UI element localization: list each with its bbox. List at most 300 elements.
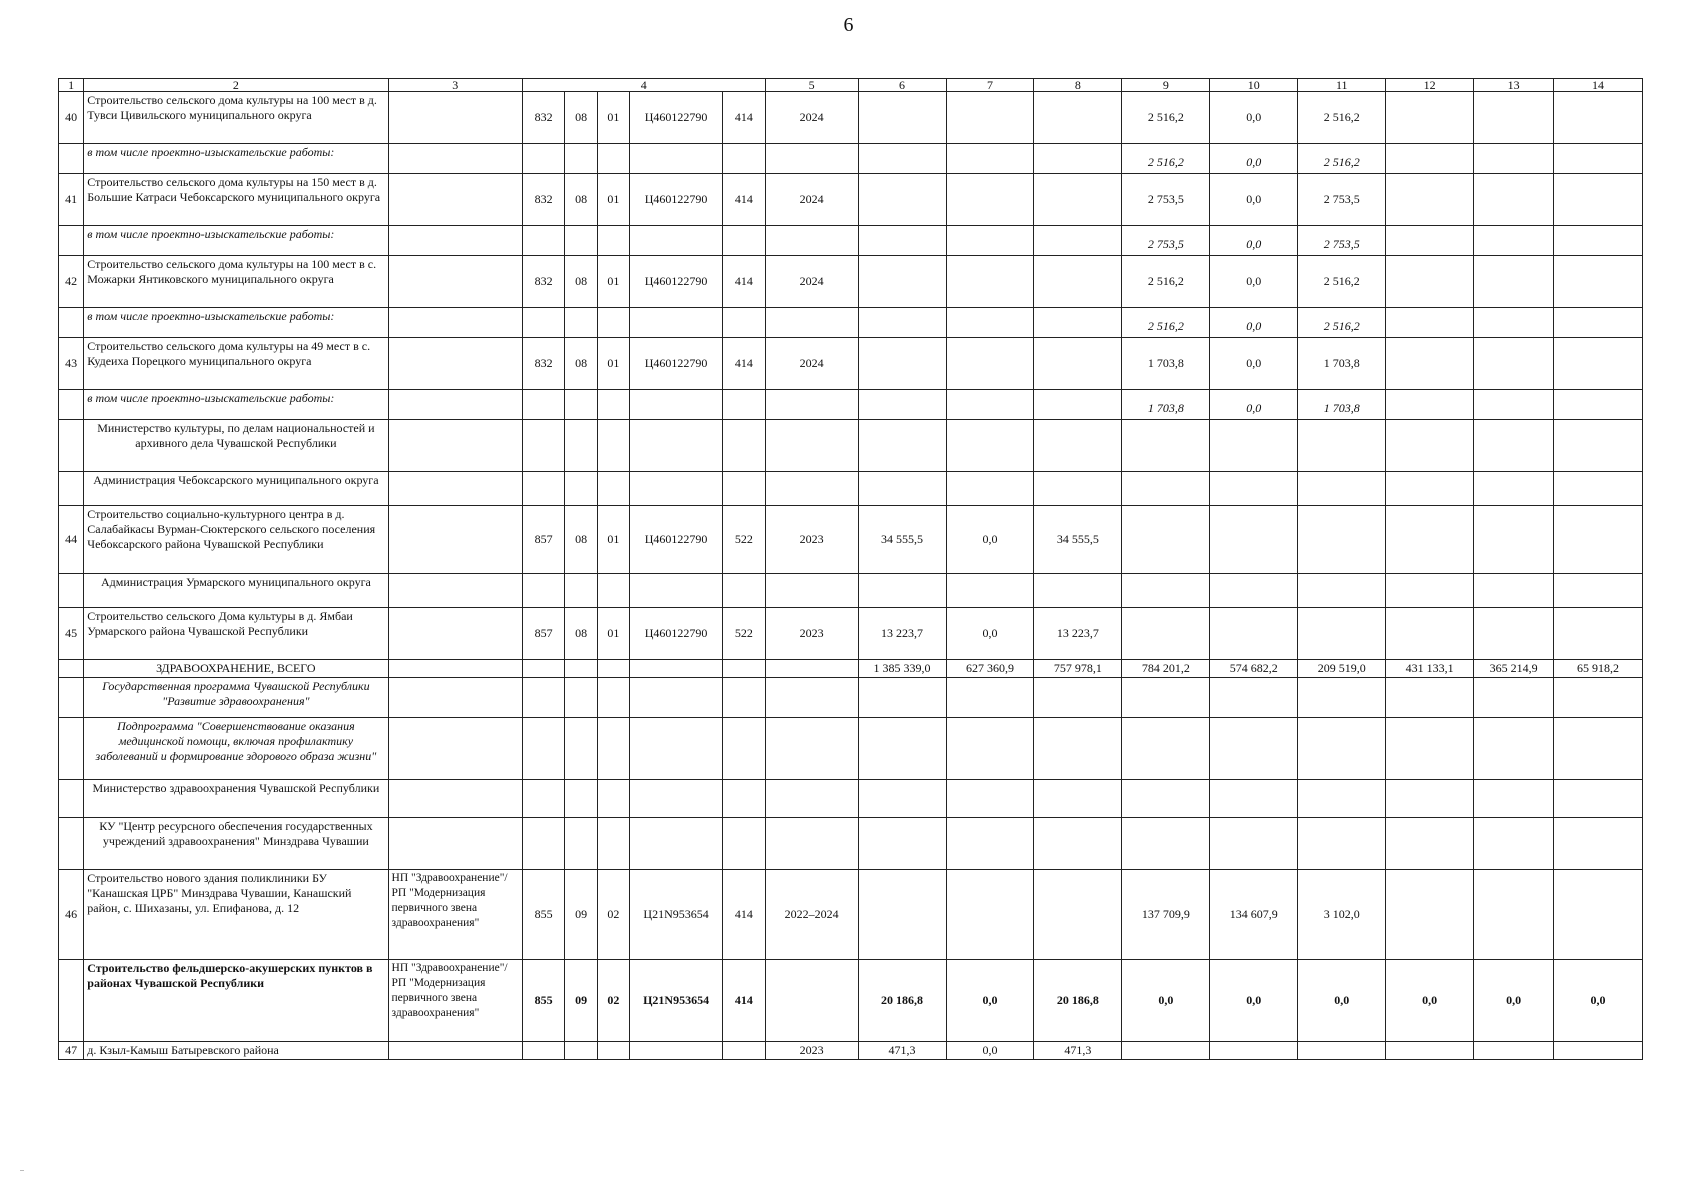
row-number — [59, 144, 84, 174]
budget-code-c1: 832 — [522, 256, 564, 308]
amount-col-8: 20 186,8 — [1034, 960, 1122, 1042]
budget-code-vr: 414 — [723, 870, 766, 960]
column-header: 11 — [1298, 79, 1386, 92]
table-row — [59, 1042, 1643, 1060]
amount-col-11 — [1298, 818, 1386, 870]
empty-cell — [522, 678, 564, 718]
amount-col-12 — [1386, 174, 1474, 226]
row-number: 46 — [59, 870, 84, 960]
object-name: Строительство нового здания поликлиники БУ "Канашская ЦРБ" Минздрава Чувашии, Канашский район, с. Шихазаны, ул. Епифанова, д. 12 — [84, 870, 388, 960]
amount-col-11: 2 753,5 — [1298, 226, 1386, 256]
empty-cell — [597, 472, 629, 506]
object-name: Строительство сельского Дома культуры в д. Ямбаи Урмарского района Чувашской Республики — [84, 608, 388, 660]
row-number — [59, 818, 84, 870]
budget-code-csr — [630, 1042, 723, 1060]
table-row — [59, 960, 1643, 1042]
column-header: 3 — [388, 79, 522, 92]
amount-col-7: 0,0 — [946, 960, 1034, 1042]
total-amount-col-12: 431 133,1 — [1386, 660, 1474, 678]
row-number — [59, 420, 84, 472]
section-heading: Администрация Чебоксарского муниципального округа — [84, 472, 388, 506]
year: 2024 — [765, 338, 858, 390]
amount-col-13 — [1474, 574, 1554, 608]
amount-col-6: 34 555,5 — [858, 506, 946, 574]
amount-col-13 — [1474, 718, 1554, 780]
amount-col-13 — [1474, 678, 1554, 718]
empty-cell — [522, 574, 564, 608]
budget-code-c3: 01 — [597, 174, 629, 226]
amount-col-12 — [1386, 608, 1474, 660]
amount-col-6: 13 223,7 — [858, 608, 946, 660]
amount-col-12 — [1386, 256, 1474, 308]
budget-code-vr: 414 — [723, 960, 766, 1042]
empty-cell — [565, 472, 597, 506]
row-number: 45 — [59, 608, 84, 660]
budget-code-c2: 08 — [565, 92, 597, 144]
budget-code-vr: 414 — [723, 256, 766, 308]
amount-col-14 — [1553, 420, 1642, 472]
section-heading: Администрация Урмарского муниципального округа — [84, 574, 388, 608]
amount-col-8 — [1034, 870, 1122, 960]
year: 2023 — [765, 506, 858, 574]
amount-col-13 — [1474, 420, 1554, 472]
empty-cell — [597, 390, 629, 420]
amount-col-7: 0,0 — [946, 1042, 1034, 1060]
subtotal-row — [59, 308, 1643, 338]
empty-cell — [597, 780, 629, 818]
amount-col-11 — [1298, 780, 1386, 818]
empty-cell — [597, 420, 629, 472]
program-name — [388, 174, 522, 226]
row-number — [59, 390, 84, 420]
amount-col-8 — [1034, 574, 1122, 608]
amount-col-6 — [858, 420, 946, 472]
object-name: Строительство сельского дома культуры на 150 мест в д. Большие Катраси Чебоксарского муниципального округа — [84, 174, 388, 226]
amount-col-6 — [858, 338, 946, 390]
amount-col-7 — [946, 870, 1034, 960]
amount-col-6 — [858, 92, 946, 144]
amount-col-8 — [1034, 174, 1122, 226]
budget-code-csr: Ц460122790 — [630, 174, 723, 226]
empty-cell — [522, 780, 564, 818]
amount-col-12 — [1386, 870, 1474, 960]
amount-col-11 — [1298, 574, 1386, 608]
program-name: НП "Здравоохранение"/ РП "Модернизация первичного звена здравоохранения" — [388, 960, 522, 1042]
row-number: 40 — [59, 92, 84, 144]
empty-cell — [723, 308, 766, 338]
row-number — [59, 780, 84, 818]
row-number — [59, 660, 84, 678]
amount-col-8: 471,3 — [1034, 1042, 1122, 1060]
amount-col-14 — [1553, 678, 1642, 718]
empty-cell — [565, 660, 597, 678]
budget-code-c1: 857 — [522, 608, 564, 660]
budget-code-c1: 857 — [522, 506, 564, 574]
object-name: Строительство сельского дома культуры на 100 мест в с. Можарки Янтиковского муниципального округа — [84, 256, 388, 308]
subtotal-row — [59, 390, 1643, 420]
amount-col-14 — [1553, 92, 1642, 144]
budget-code-vr: 414 — [723, 338, 766, 390]
amount-col-14 — [1553, 390, 1642, 420]
amount-col-8 — [1034, 780, 1122, 818]
amount-col-9 — [1122, 420, 1210, 472]
amount-col-13 — [1474, 338, 1554, 390]
program-name — [388, 390, 522, 420]
budget-code-vr: 522 — [723, 608, 766, 660]
budget-code-c3: 01 — [597, 338, 629, 390]
amount-col-11: 1 703,8 — [1298, 338, 1386, 390]
section-heading-row — [59, 818, 1643, 870]
row-number — [59, 718, 84, 780]
amount-col-9: 1 703,8 — [1122, 390, 1210, 420]
amount-col-7 — [946, 718, 1034, 780]
empty-cell — [765, 678, 858, 718]
column-header: 13 — [1474, 79, 1554, 92]
program-name — [388, 506, 522, 574]
budget-code-c3: 01 — [597, 608, 629, 660]
page-number: 6 — [843, 14, 854, 36]
amount-col-6 — [858, 472, 946, 506]
total-amount-col-7: 627 360,9 — [946, 660, 1034, 678]
empty-cell — [522, 144, 564, 174]
amount-col-7 — [946, 472, 1034, 506]
amount-col-9: 2 516,2 — [1122, 308, 1210, 338]
amount-col-9: 137 709,9 — [1122, 870, 1210, 960]
amount-col-13 — [1474, 1042, 1554, 1060]
amount-col-11 — [1298, 1042, 1386, 1060]
year: 2024 — [765, 174, 858, 226]
amount-col-12 — [1386, 472, 1474, 506]
empty-cell — [630, 308, 723, 338]
amount-col-10: 0,0 — [1210, 960, 1298, 1042]
amount-col-14 — [1553, 506, 1642, 574]
amount-col-10: 134 607,9 — [1210, 870, 1298, 960]
program-name — [388, 718, 522, 780]
amount-col-8 — [1034, 818, 1122, 870]
amount-col-7 — [946, 174, 1034, 226]
amount-col-9 — [1122, 1042, 1210, 1060]
budget-code-vr: 414 — [723, 174, 766, 226]
amount-col-8 — [1034, 144, 1122, 174]
amount-col-7 — [946, 144, 1034, 174]
amount-col-12 — [1386, 678, 1474, 718]
program-name — [388, 420, 522, 472]
budget-code-csr: Ц21N953654 — [630, 960, 723, 1042]
year — [765, 960, 858, 1042]
section-heading: Министерство культуры, по делам национальностей и архивного дела Чувашской Республики — [84, 420, 388, 472]
empty-cell — [723, 718, 766, 780]
amount-col-6 — [858, 256, 946, 308]
amount-col-12 — [1386, 308, 1474, 338]
amount-col-8 — [1034, 472, 1122, 506]
amount-col-10: 0,0 — [1210, 144, 1298, 174]
empty-cell — [565, 390, 597, 420]
amount-col-13 — [1474, 256, 1554, 308]
budget-code-c1: 855 — [522, 870, 564, 960]
empty-cell — [630, 226, 723, 256]
budget-code-c1: 832 — [522, 174, 564, 226]
total-amount-col-13: 365 214,9 — [1474, 660, 1554, 678]
amount-col-11: 0,0 — [1298, 960, 1386, 1042]
column-header: 10 — [1210, 79, 1298, 92]
amount-col-10 — [1210, 608, 1298, 660]
budget-code-c3: 01 — [597, 506, 629, 574]
empty-cell — [597, 718, 629, 780]
amount-col-7 — [946, 226, 1034, 256]
empty-cell — [765, 144, 858, 174]
budget-code-vr — [723, 1042, 766, 1060]
empty-cell — [630, 678, 723, 718]
empty-cell — [630, 718, 723, 780]
amount-col-14 — [1553, 174, 1642, 226]
amount-col-10: 0,0 — [1210, 390, 1298, 420]
amount-col-8: 13 223,7 — [1034, 608, 1122, 660]
budget-code-c3: 02 — [597, 870, 629, 960]
amount-col-10 — [1210, 780, 1298, 818]
budget-code-c2: 09 — [565, 870, 597, 960]
total-amount-col-8: 757 978,1 — [1034, 660, 1122, 678]
amount-col-10: 0,0 — [1210, 256, 1298, 308]
budget-code-vr: 414 — [723, 92, 766, 144]
section-heading: Подпрограмма "Совершенствование оказания медицинской помощи, включая профилактику заболеваний и формирование здорового образа жизни" — [84, 718, 388, 780]
amount-col-10: 0,0 — [1210, 92, 1298, 144]
section-heading-row — [59, 420, 1643, 472]
program-name — [388, 780, 522, 818]
program-name — [388, 608, 522, 660]
amount-col-12 — [1386, 338, 1474, 390]
empty-cell — [522, 660, 564, 678]
total-amount-col-14: 65 918,2 — [1553, 660, 1642, 678]
program-name — [388, 92, 522, 144]
amount-col-13 — [1474, 780, 1554, 818]
amount-col-14 — [1553, 338, 1642, 390]
amount-col-9 — [1122, 780, 1210, 818]
budget-table — [58, 78, 1643, 1060]
amount-col-14: 0,0 — [1553, 960, 1642, 1042]
budget-code-c1: 855 — [522, 960, 564, 1042]
amount-col-10 — [1210, 678, 1298, 718]
amount-col-14 — [1553, 472, 1642, 506]
amount-col-11: 3 102,0 — [1298, 870, 1386, 960]
amount-col-12 — [1386, 1042, 1474, 1060]
amount-col-12 — [1386, 420, 1474, 472]
budget-code-c2: 08 — [565, 506, 597, 574]
column-header: 1 — [59, 79, 84, 92]
empty-cell — [522, 308, 564, 338]
amount-col-11 — [1298, 472, 1386, 506]
amount-col-9: 2 516,2 — [1122, 256, 1210, 308]
budget-code-c3: 01 — [597, 256, 629, 308]
amount-col-13 — [1474, 144, 1554, 174]
column-header: 9 — [1122, 79, 1210, 92]
amount-col-13 — [1474, 390, 1554, 420]
empty-cell — [522, 818, 564, 870]
program-name — [388, 472, 522, 506]
scan-mark — [20, 1170, 24, 1171]
program-name — [388, 818, 522, 870]
section-heading: Министерство здравоохранения Чувашской Республики — [84, 780, 388, 818]
amount-col-9: 0,0 — [1122, 960, 1210, 1042]
row-number — [59, 960, 84, 1042]
amount-col-13 — [1474, 226, 1554, 256]
empty-cell — [630, 574, 723, 608]
amount-col-6 — [858, 870, 946, 960]
empty-cell — [565, 574, 597, 608]
amount-col-13 — [1474, 472, 1554, 506]
program-name: НП "Здравоохранение"/ РП "Модернизация первичного звена здравоохранения" — [388, 870, 522, 960]
amount-col-11: 2 516,2 — [1298, 92, 1386, 144]
amount-col-14 — [1553, 780, 1642, 818]
empty-cell — [565, 308, 597, 338]
section-heading-row — [59, 780, 1643, 818]
empty-cell — [765, 718, 858, 780]
empty-cell — [597, 574, 629, 608]
empty-cell — [565, 420, 597, 472]
row-number — [59, 226, 84, 256]
subtotal-label: в том числе проектно-изыскательские работы: — [84, 144, 388, 174]
section-heading: Государственная программа Чувашской Республики "Развитие здравоохранения" — [84, 678, 388, 718]
empty-cell — [723, 574, 766, 608]
amount-col-14 — [1553, 256, 1642, 308]
row-number: 44 — [59, 506, 84, 574]
amount-col-13 — [1474, 308, 1554, 338]
amount-col-8 — [1034, 226, 1122, 256]
amount-col-7 — [946, 678, 1034, 718]
empty-cell — [723, 226, 766, 256]
amount-col-8: 34 555,5 — [1034, 506, 1122, 574]
empty-cell — [723, 144, 766, 174]
budget-code-c3: 01 — [597, 92, 629, 144]
object-name: Строительство фельдшерско-акушерских пунктов в районах Чувашской Республики — [84, 960, 388, 1042]
amount-col-10 — [1210, 718, 1298, 780]
amount-col-10 — [1210, 420, 1298, 472]
amount-col-7 — [946, 420, 1034, 472]
empty-cell — [597, 678, 629, 718]
subtotal-row — [59, 226, 1643, 256]
amount-col-6 — [858, 390, 946, 420]
amount-col-9 — [1122, 818, 1210, 870]
empty-cell — [765, 390, 858, 420]
amount-col-8 — [1034, 678, 1122, 718]
amount-col-12 — [1386, 390, 1474, 420]
empty-cell — [565, 144, 597, 174]
program-name — [388, 338, 522, 390]
amount-col-9 — [1122, 718, 1210, 780]
amount-col-11 — [1298, 608, 1386, 660]
amount-col-9: 2 753,5 — [1122, 226, 1210, 256]
amount-col-12 — [1386, 818, 1474, 870]
amount-col-6 — [858, 678, 946, 718]
empty-cell — [723, 390, 766, 420]
amount-col-14 — [1553, 870, 1642, 960]
amount-col-7 — [946, 390, 1034, 420]
subtotal-row — [59, 144, 1643, 174]
column-header: 7 — [946, 79, 1034, 92]
program-name — [388, 256, 522, 308]
empty-cell — [765, 226, 858, 256]
amount-col-8 — [1034, 92, 1122, 144]
amount-col-14 — [1553, 608, 1642, 660]
subtotal-label: в том числе проектно-изыскательские работы: — [84, 226, 388, 256]
amount-col-6 — [858, 144, 946, 174]
amount-col-6 — [858, 718, 946, 780]
empty-cell — [522, 472, 564, 506]
empty-cell — [723, 420, 766, 472]
empty-cell — [765, 660, 858, 678]
program-name — [388, 308, 522, 338]
empty-cell — [597, 226, 629, 256]
column-header: 6 — [858, 79, 946, 92]
amount-col-10 — [1210, 1042, 1298, 1060]
amount-col-8 — [1034, 256, 1122, 308]
amount-col-12 — [1386, 574, 1474, 608]
amount-col-10 — [1210, 818, 1298, 870]
empty-cell — [765, 574, 858, 608]
amount-col-10 — [1210, 574, 1298, 608]
empty-cell — [723, 472, 766, 506]
column-header: 12 — [1386, 79, 1474, 92]
amount-col-12 — [1386, 780, 1474, 818]
amount-col-6: 20 186,8 — [858, 960, 946, 1042]
amount-col-14 — [1553, 718, 1642, 780]
empty-cell — [765, 472, 858, 506]
amount-col-14 — [1553, 144, 1642, 174]
empty-cell — [765, 780, 858, 818]
empty-cell — [723, 678, 766, 718]
section-heading-row — [59, 678, 1643, 718]
amount-col-13 — [1474, 870, 1554, 960]
amount-col-9 — [1122, 506, 1210, 574]
amount-col-8 — [1034, 390, 1122, 420]
object-name: Строительство сельского дома культуры на 100 мест в д. Тувси Цивильского муниципального округа — [84, 92, 388, 144]
amount-col-6: 471,3 — [858, 1042, 946, 1060]
empty-cell — [630, 420, 723, 472]
program-name — [388, 660, 522, 678]
budget-code-csr: Ц460122790 — [630, 256, 723, 308]
amount-col-11 — [1298, 420, 1386, 472]
column-header: 2 — [84, 79, 388, 92]
budget-code-csr: Ц21N953654 — [630, 870, 723, 960]
total-amount-col-6: 1 385 339,0 — [858, 660, 946, 678]
section-heading-row — [59, 718, 1643, 780]
amount-col-6 — [858, 780, 946, 818]
amount-col-8 — [1034, 420, 1122, 472]
program-name — [388, 574, 522, 608]
empty-cell — [522, 390, 564, 420]
empty-cell — [630, 660, 723, 678]
amount-col-10 — [1210, 472, 1298, 506]
budget-code-csr: Ц460122790 — [630, 506, 723, 574]
amount-col-11: 2 516,2 — [1298, 308, 1386, 338]
budget-code-c3: 02 — [597, 960, 629, 1042]
column-header: 5 — [765, 79, 858, 92]
empty-cell — [522, 420, 564, 472]
row-number: 41 — [59, 174, 84, 226]
section-heading-row — [59, 574, 1643, 608]
program-name — [388, 678, 522, 718]
budget-code-c2: 08 — [565, 174, 597, 226]
amount-col-10 — [1210, 506, 1298, 574]
amount-col-9: 1 703,8 — [1122, 338, 1210, 390]
table-row — [59, 870, 1643, 960]
empty-cell — [765, 420, 858, 472]
amount-col-10: 0,0 — [1210, 226, 1298, 256]
empty-cell — [630, 780, 723, 818]
budget-code-c1: 832 — [522, 338, 564, 390]
total-row — [59, 660, 1643, 678]
amount-col-11 — [1298, 718, 1386, 780]
empty-cell — [565, 818, 597, 870]
